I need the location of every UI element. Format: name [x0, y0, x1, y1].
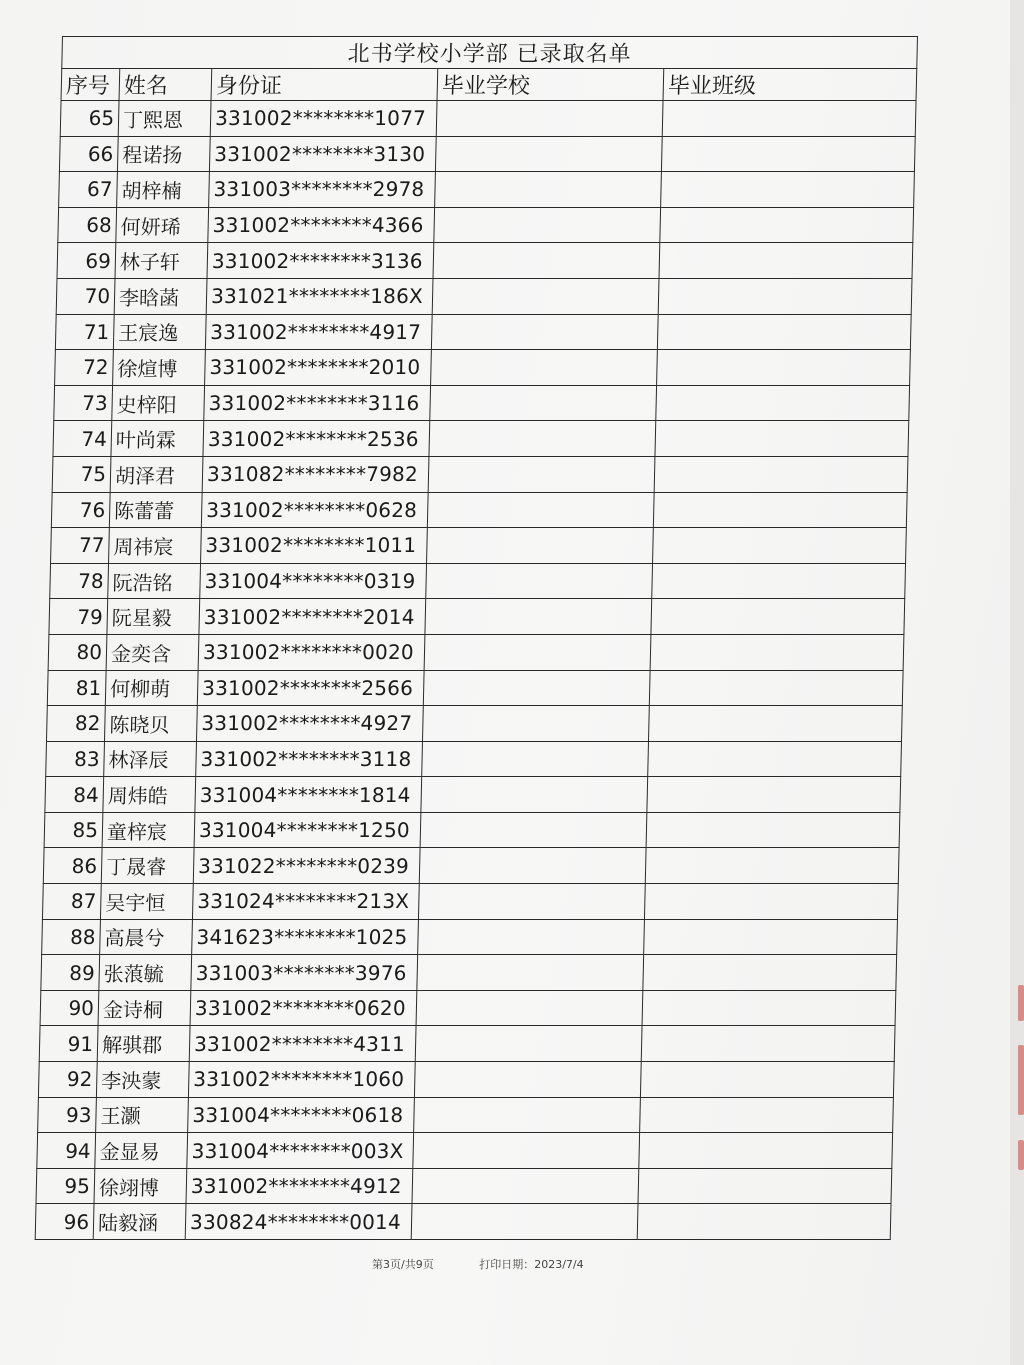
header-no: 序号	[61, 69, 120, 101]
student-name: 何柳萌	[105, 670, 198, 706]
row-number: 83	[46, 741, 105, 777]
graduation-class	[657, 350, 911, 386]
graduation-school	[427, 492, 654, 528]
id-number: 331022********0239	[193, 848, 420, 884]
student-name: 金显易	[95, 1133, 188, 1169]
table-row	[49, 599, 905, 635]
graduation-class	[653, 528, 907, 564]
row-number: 91	[39, 1026, 98, 1062]
graduation-class	[658, 278, 912, 314]
graduation-school	[425, 599, 652, 635]
student-name: 林泽辰	[104, 741, 197, 777]
table-title: 北书学校小学部 已录取名单	[62, 37, 918, 69]
row-number: 73	[54, 385, 113, 421]
id-number: 331004********0618	[188, 1097, 415, 1133]
student-name: 金诗桐	[98, 990, 191, 1026]
graduation-school	[417, 955, 644, 991]
student-name: 童梓宸	[102, 812, 195, 848]
graduation-school	[436, 101, 663, 137]
row-number: 68	[58, 207, 117, 243]
id-number: 331002********4912	[186, 1168, 413, 1204]
graduation-school	[421, 777, 648, 813]
table-row	[55, 350, 911, 386]
page-footer	[372, 1256, 626, 1272]
red-stamp-mark	[1018, 1140, 1024, 1170]
graduation-school	[430, 385, 657, 421]
student-name: 陈晓贝	[104, 706, 197, 742]
id-number: 331024********213X	[192, 884, 419, 920]
graduation-school	[428, 456, 655, 492]
graduation-school	[424, 634, 651, 670]
id-number: 331002********3130	[209, 136, 436, 172]
admission-table	[35, 36, 918, 1240]
table-row	[53, 421, 909, 457]
id-number: 331002********3116	[204, 385, 431, 421]
table-row	[42, 884, 898, 920]
graduation-class	[662, 101, 916, 137]
row-number: 69	[57, 243, 116, 279]
page-number: 第3页/共9页	[372, 1258, 434, 1271]
header-row	[61, 69, 917, 101]
student-name: 丁熙恩	[118, 101, 211, 137]
row-number: 84	[45, 777, 104, 813]
graduation-school	[423, 670, 650, 706]
row-number: 95	[36, 1168, 95, 1204]
graduation-school	[435, 172, 662, 208]
id-number: 331003********3976	[191, 955, 418, 991]
row-number: 67	[59, 172, 118, 208]
student-name: 史梓阳	[112, 385, 205, 421]
graduation-class	[640, 1062, 894, 1098]
graduation-class	[653, 492, 907, 528]
graduation-school	[416, 990, 643, 1026]
student-name: 王宸逸	[113, 314, 206, 350]
id-number: 331003********2978	[209, 172, 436, 208]
table-row	[46, 706, 902, 742]
table-row	[46, 741, 902, 777]
graduation-school	[412, 1168, 639, 1204]
row-number: 89	[41, 955, 100, 991]
table-row	[36, 1168, 892, 1204]
row-number: 66	[59, 136, 118, 172]
graduation-school	[429, 421, 656, 457]
table-row	[35, 1204, 891, 1240]
graduation-class	[647, 777, 901, 813]
student-name: 叶尚霖	[111, 421, 204, 457]
student-name: 吴宇恒	[100, 884, 193, 920]
student-name: 丁晟睿	[101, 848, 194, 884]
graduation-school	[426, 563, 653, 599]
graduation-class	[644, 884, 898, 920]
graduation-class	[651, 599, 905, 635]
table-row	[52, 456, 908, 492]
graduation-class	[649, 670, 903, 706]
student-name: 徐煊博	[113, 350, 206, 386]
student-name: 胡泽君	[110, 456, 203, 492]
id-number: 330824********0014	[185, 1204, 412, 1240]
graduation-school	[414, 1097, 641, 1133]
id-number: 331002********2010	[205, 350, 432, 386]
graduation-class	[642, 990, 896, 1026]
id-number: 331002********0628	[201, 492, 428, 528]
row-number: 82	[46, 706, 105, 742]
table-row	[54, 385, 910, 421]
id-number: 331002********2014	[199, 599, 426, 635]
admission-list	[35, 36, 918, 1240]
student-name: 解骐郡	[97, 1026, 190, 1062]
table-row	[56, 278, 912, 314]
row-number: 76	[51, 492, 110, 528]
table-row	[47, 670, 903, 706]
red-stamp-mark	[1018, 985, 1024, 1021]
table-row	[38, 1097, 894, 1133]
row-number: 87	[42, 884, 101, 920]
table-row	[58, 207, 914, 243]
id-number: 331002********3118	[196, 741, 423, 777]
row-number: 78	[50, 563, 109, 599]
header-class: 毕业班级	[663, 69, 917, 101]
graduation-class	[661, 136, 915, 172]
graduation-class	[643, 955, 897, 991]
graduation-class	[640, 1097, 894, 1133]
row-number: 94	[37, 1133, 96, 1169]
graduation-class	[655, 421, 909, 457]
student-name: 何妍琋	[116, 207, 209, 243]
table-row	[57, 243, 913, 279]
red-stamp-mark	[1018, 1045, 1024, 1115]
student-name: 周炜皓	[103, 777, 196, 813]
row-number: 90	[40, 990, 99, 1026]
student-name: 陆毅涵	[93, 1204, 186, 1240]
id-number: 331002********2566	[197, 670, 424, 706]
table-row	[51, 492, 907, 528]
graduation-school	[414, 1062, 641, 1098]
graduation-school	[419, 848, 646, 884]
graduation-school	[433, 243, 660, 279]
student-name: 程诺扬	[117, 136, 210, 172]
graduation-class	[654, 456, 908, 492]
table-row	[59, 172, 915, 208]
graduation-class	[648, 706, 902, 742]
graduation-class	[661, 172, 915, 208]
id-number: 331002********4311	[189, 1026, 416, 1062]
graduation-class	[645, 848, 899, 884]
student-name: 周祎宸	[109, 528, 202, 564]
id-number: 331002********1077	[210, 101, 437, 137]
id-number: 331002********4927	[196, 706, 423, 742]
id-number: 331004********0319	[200, 563, 427, 599]
student-name: 李泱蒙	[96, 1062, 189, 1098]
id-number: 331002********0620	[190, 990, 417, 1026]
student-name: 张蒗毓	[99, 955, 192, 991]
student-name: 李晗菡	[114, 278, 207, 314]
student-name: 高晨兮	[100, 919, 193, 955]
id-number: 331004********1814	[195, 777, 422, 813]
graduation-school	[415, 1026, 642, 1062]
row-number: 93	[38, 1097, 97, 1133]
student-name: 阮星毅	[107, 599, 200, 635]
row-number: 75	[52, 456, 111, 492]
row-number: 81	[47, 670, 106, 706]
student-name: 金奕含	[106, 634, 199, 670]
graduation-class	[638, 1168, 892, 1204]
graduation-school	[434, 207, 661, 243]
graduation-class	[659, 243, 913, 279]
graduation-school	[413, 1133, 640, 1169]
table-row	[51, 528, 907, 564]
graduation-class	[639, 1133, 893, 1169]
table-row	[45, 777, 901, 813]
graduation-class	[644, 919, 898, 955]
student-name: 胡梓楠	[117, 172, 210, 208]
table-row	[44, 812, 900, 848]
table-row	[43, 848, 899, 884]
row-number: 65	[60, 101, 119, 137]
student-name: 徐翊博	[94, 1168, 187, 1204]
graduation-school	[431, 350, 658, 386]
id-number: 331002********4366	[208, 207, 435, 243]
table-row	[55, 314, 911, 350]
graduation-school	[422, 741, 649, 777]
row-number: 88	[42, 919, 101, 955]
graduation-school	[420, 812, 647, 848]
student-name: 林子轩	[115, 243, 208, 279]
id-number: 331002********1060	[188, 1062, 415, 1098]
graduation-class	[656, 385, 910, 421]
graduation-school	[411, 1204, 638, 1240]
student-name: 王灏	[96, 1097, 189, 1133]
graduation-school	[422, 706, 649, 742]
graduation-class	[660, 207, 914, 243]
row-number: 71	[55, 314, 114, 350]
id-number: 331004********1250	[194, 812, 421, 848]
table-row	[50, 563, 906, 599]
print-date: 打印日期：2023/7/4	[479, 1258, 584, 1271]
row-number: 85	[44, 812, 103, 848]
row-number: 72	[55, 350, 114, 386]
header-id: 身份证	[211, 69, 438, 101]
graduation-class	[652, 563, 906, 599]
row-number: 79	[49, 599, 108, 635]
graduation-class	[657, 314, 911, 350]
graduation-class	[641, 1026, 895, 1062]
student-name: 阮浩铭	[108, 563, 201, 599]
row-number: 77	[51, 528, 110, 564]
id-number: 331002********3136	[207, 243, 434, 279]
header-name: 姓名	[119, 69, 212, 101]
table-row	[39, 1026, 895, 1062]
table-row	[38, 1062, 894, 1098]
student-name: 陈蕾蕾	[109, 492, 202, 528]
table-row	[42, 919, 898, 955]
table-row	[59, 136, 915, 172]
row-number: 80	[48, 634, 107, 670]
graduation-school	[435, 136, 662, 172]
table-row	[60, 101, 916, 137]
header-school: 毕业学校	[437, 69, 664, 101]
id-number: 331002********1011	[201, 528, 428, 564]
id-number: 331002********2536	[203, 421, 430, 457]
row-number: 70	[56, 278, 115, 314]
graduation-school	[427, 528, 654, 564]
row-number: 74	[53, 421, 112, 457]
row-number: 96	[35, 1204, 94, 1240]
id-number: 331082********7982	[202, 456, 429, 492]
id-number: 331021********186X	[206, 278, 433, 314]
row-number: 92	[38, 1062, 97, 1098]
graduation-class	[646, 812, 900, 848]
graduation-class	[637, 1204, 891, 1240]
id-number: 331002********4917	[205, 314, 432, 350]
table-row	[41, 955, 897, 991]
id-number: 331002********0020	[198, 634, 425, 670]
graduation-class	[650, 634, 904, 670]
table-row	[37, 1133, 893, 1169]
id-number: 331004********003X	[187, 1133, 414, 1169]
graduation-school	[431, 314, 658, 350]
graduation-school	[418, 884, 645, 920]
row-number: 86	[43, 848, 102, 884]
id-number: 341623********1025	[192, 919, 419, 955]
graduation-class	[648, 741, 902, 777]
graduation-school	[432, 278, 659, 314]
table-row	[40, 990, 896, 1026]
graduation-school	[418, 919, 645, 955]
table-row	[48, 634, 904, 670]
